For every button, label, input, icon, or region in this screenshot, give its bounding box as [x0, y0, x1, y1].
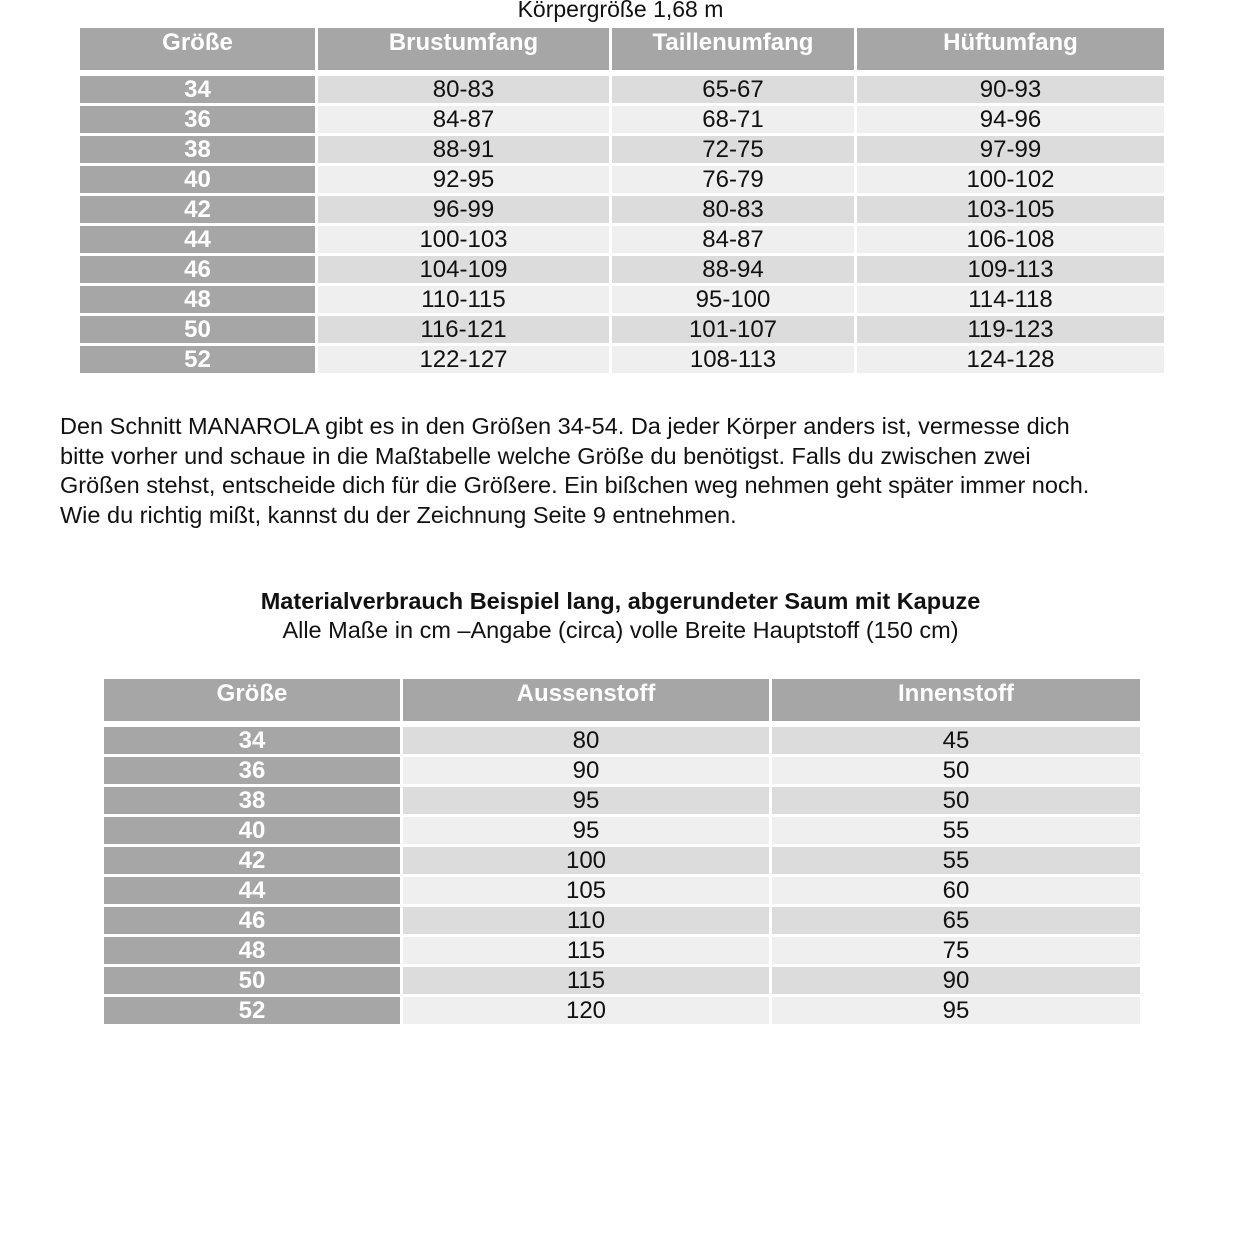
taillenumfang-cell: 65-67 [612, 76, 854, 103]
table-row [80, 136, 1164, 163]
size-cell: 44 [104, 877, 400, 904]
size-cell: 46 [80, 256, 315, 283]
size-cell: 52 [104, 997, 400, 1024]
aussenstoff-cell: 100 [403, 847, 769, 874]
size-chart-header-row [80, 28, 1164, 70]
paragraph-line: bitte vorher und schaue in die Maßtabelle welche Größe du benötigst. Falls du zwischen zwei [60, 442, 1031, 469]
hueftumfang-cell: 100-102 [857, 166, 1164, 193]
taillenumfang-cell: 88-94 [612, 256, 854, 283]
table-row [104, 907, 1140, 934]
brustumfang-cell: 80-83 [318, 76, 609, 103]
table-row [80, 346, 1164, 373]
header-brustumfang: Brustumfang [318, 28, 609, 70]
material-usage-table [101, 676, 1143, 1027]
taillenumfang-cell: 80-83 [612, 196, 854, 223]
material-usage-body [104, 724, 1140, 1024]
aussenstoff-cell: 105 [403, 877, 769, 904]
taillenumfang-cell: 76-79 [612, 166, 854, 193]
header-aussenstoff: Aussenstoff [403, 679, 769, 721]
size-cell: 50 [80, 316, 315, 343]
hueftumfang-cell: 106-108 [857, 226, 1164, 253]
brustumfang-cell: 100-103 [318, 226, 609, 253]
hueftumfang-cell: 119-123 [857, 316, 1164, 343]
paragraph-line: Größen stehst, entscheide dich für die Größere. Ein bißchen weg nehmen geht später immer noch. [60, 472, 1090, 498]
header-taillenumfang: Taillenumfang [612, 28, 854, 70]
taillenumfang-cell: 101-107 [612, 316, 854, 343]
paragraph-line: Wie du richtig mißt, kannst du der Zeichnung Seite 9 entnehmen. [60, 501, 737, 528]
taillenumfang-cell: 108-113 [612, 346, 854, 373]
table-row [80, 196, 1164, 223]
hueftumfang-cell: 109-113 [857, 256, 1164, 283]
header-hueftumfang: Hüftumfang [857, 28, 1164, 70]
size-chart-table [77, 25, 1167, 376]
size-chart-body [80, 73, 1164, 373]
table-row [104, 967, 1140, 994]
table-row [80, 76, 1164, 103]
size-cell: 34 [104, 727, 400, 754]
brustumfang-cell: 104-109 [318, 256, 609, 283]
header-innenstoff: Innenstoff [772, 679, 1140, 721]
innenstoff-cell: 75 [772, 937, 1140, 964]
aussenstoff-cell: 95 [403, 817, 769, 844]
innenstoff-cell: 55 [772, 847, 1140, 874]
innenstoff-cell: 90 [772, 967, 1140, 994]
header-groesse: Größe [80, 28, 315, 70]
taillenumfang-cell: 72-75 [612, 136, 854, 163]
aussenstoff-cell: 120 [403, 997, 769, 1024]
hueftumfang-cell: 124-128 [857, 346, 1164, 373]
aussenstoff-cell: 90 [403, 757, 769, 784]
hueftumfang-cell: 90-93 [857, 76, 1164, 103]
taillenumfang-cell: 84-87 [612, 226, 854, 253]
innenstoff-cell: 50 [772, 787, 1140, 814]
taillenumfang-cell: 95-100 [612, 286, 854, 313]
hueftumfang-cell: 94-96 [857, 106, 1164, 133]
size-cell: 36 [104, 757, 400, 784]
material-header-row [104, 679, 1140, 721]
table-row [80, 286, 1164, 313]
table-row [80, 166, 1164, 193]
innenstoff-cell: 45 [772, 727, 1140, 754]
table-row [104, 787, 1140, 814]
size-cell: 44 [80, 226, 315, 253]
brustumfang-cell: 88-91 [318, 136, 609, 163]
table-row [104, 817, 1140, 844]
size-cell: 42 [104, 847, 400, 874]
table-row [104, 937, 1140, 964]
aussenstoff-cell: 110 [403, 907, 769, 934]
aussenstoff-cell: 80 [403, 727, 769, 754]
brustumfang-cell: 110-115 [318, 286, 609, 313]
table-row [104, 847, 1140, 874]
innenstoff-cell: 55 [772, 817, 1140, 844]
size-cell: 40 [104, 817, 400, 844]
table-row [80, 106, 1164, 133]
hueftumfang-cell: 114-118 [857, 286, 1164, 313]
aussenstoff-cell: 95 [403, 787, 769, 814]
table-row [104, 757, 1140, 784]
size-cell: 38 [80, 136, 315, 163]
brustumfang-cell: 96-99 [318, 196, 609, 223]
body-height-caption: Körpergröße 1,68 m [517, 0, 724, 22]
size-cell: 48 [80, 286, 315, 313]
table-row [104, 997, 1140, 1024]
table-row [80, 316, 1164, 343]
innenstoff-cell: 60 [772, 877, 1140, 904]
material-subtitle: Alle Maße in cm –Angabe (circa) volle Breite Hauptstoff (150 cm) [282, 617, 959, 643]
size-cell: 34 [80, 76, 315, 103]
size-cell: 38 [104, 787, 400, 814]
brustumfang-cell: 84-87 [318, 106, 609, 133]
paragraph-line: Den Schnitt MANAROLA gibt es in den Größen 34-54. Da jeder Körper anders ist, vermesse dich [60, 413, 1070, 439]
size-cell: 46 [104, 907, 400, 934]
brustumfang-cell: 122-127 [318, 346, 609, 373]
aussenstoff-cell: 115 [403, 937, 769, 964]
table-row [80, 226, 1164, 253]
header-groesse: Größe [104, 679, 400, 721]
innenstoff-cell: 50 [772, 757, 1140, 784]
taillenumfang-cell: 68-71 [612, 106, 854, 133]
size-cell: 42 [80, 196, 315, 223]
hueftumfang-cell: 103-105 [857, 196, 1164, 223]
table-row [104, 877, 1140, 904]
size-info-paragraph [60, 412, 1200, 530]
table-row [104, 727, 1140, 754]
material-title: Materialverbrauch Beispiel lang, abgerundeter Saum mit Kapuze [260, 588, 981, 614]
hueftumfang-cell: 97-99 [857, 136, 1164, 163]
aussenstoff-cell: 115 [403, 967, 769, 994]
size-cell: 40 [80, 166, 315, 193]
innenstoff-cell: 95 [772, 997, 1140, 1024]
brustumfang-cell: 116-121 [318, 316, 609, 343]
size-cell: 52 [80, 346, 315, 373]
table-row [80, 256, 1164, 283]
size-cell: 36 [80, 106, 315, 133]
size-cell: 48 [104, 937, 400, 964]
brustumfang-cell: 92-95 [318, 166, 609, 193]
innenstoff-cell: 65 [772, 907, 1140, 934]
size-cell: 50 [104, 967, 400, 994]
